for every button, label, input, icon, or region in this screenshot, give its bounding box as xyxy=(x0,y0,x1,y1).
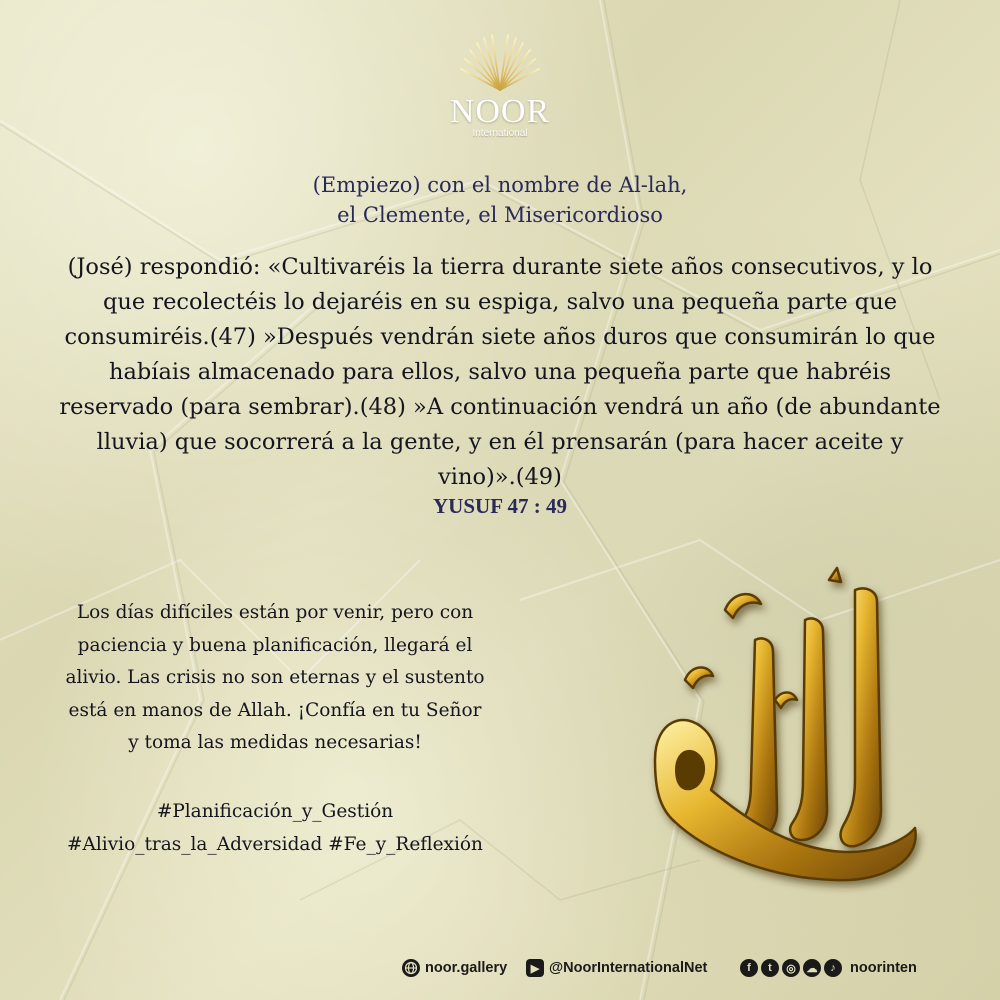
sunburst-icon xyxy=(455,30,545,92)
hashtags xyxy=(20,795,530,861)
verse-text: (José) respondió: «Cultivaréis la tierra durante siete años consecutivos, y lo que recolectéis lo dejaréis en su espiga, salvo una pequeña parte que consumiréis.(47) »Después vendrán siete años duros que consumirán lo que habíais almacenado para ellos, salvo una pequeña parte que habréis reservado (para sembrar).(48) »A continuación vendrá un año (de abundante lluvia) que socorrerá a la gente, y en él prensarán (para hacer aceite y vino)».(49) xyxy=(59,254,941,490)
website-link[interactable] xyxy=(402,955,507,981)
brand-name: NOOR xyxy=(449,93,551,130)
globe-icon xyxy=(402,959,420,977)
website-text: noor.gallery xyxy=(425,960,508,976)
allah-calligraphy-icon xyxy=(615,560,935,900)
basmala-line-1: (Empiezo) con el nombre de Al-lah, xyxy=(312,173,688,197)
instagram-icon[interactable]: ◎ xyxy=(782,959,800,977)
verse-reference: YUSUF 47 : 49 xyxy=(433,494,567,518)
reflection-line: está en manos de Allah. ¡Confía en tu Señor xyxy=(68,699,482,721)
social-handle: noorinten xyxy=(850,960,917,976)
reflection-line: paciencia y buena planificación, llegará el xyxy=(77,634,473,656)
reflection-line: Los días difíciles están por venir, pero con xyxy=(76,602,474,623)
basmala-heading xyxy=(150,170,850,230)
brand-logo xyxy=(430,30,570,139)
youtube-icon: ▶ xyxy=(526,959,544,977)
soundcloud-icon[interactable]: ☁ xyxy=(803,959,821,977)
footer-bar xyxy=(400,955,960,981)
reflection-line: y toma las medidas necesarias! xyxy=(128,732,422,753)
facebook-icon[interactable]: f xyxy=(740,959,758,977)
reflection-text xyxy=(20,597,530,760)
youtube-handle: @NoorInternationalNet xyxy=(549,960,708,976)
twitter-icon[interactable]: t xyxy=(761,959,779,977)
youtube-link[interactable] xyxy=(526,955,707,981)
hashtag-line-1: #Planificación_y_Gestión xyxy=(156,801,394,822)
social-links xyxy=(740,955,917,981)
brand-subtitle: International xyxy=(472,128,528,139)
reflection-line: alivio. Las crisis no son eternas y el sustento xyxy=(65,667,485,688)
hashtag-line-2: #Alivio_tras_la_Adversidad #Fe_y_Reflexión xyxy=(67,834,483,855)
tiktok-icon[interactable]: ♪ xyxy=(824,959,842,977)
basmala-line-2: el Clemente, el Misericordioso xyxy=(337,203,663,227)
